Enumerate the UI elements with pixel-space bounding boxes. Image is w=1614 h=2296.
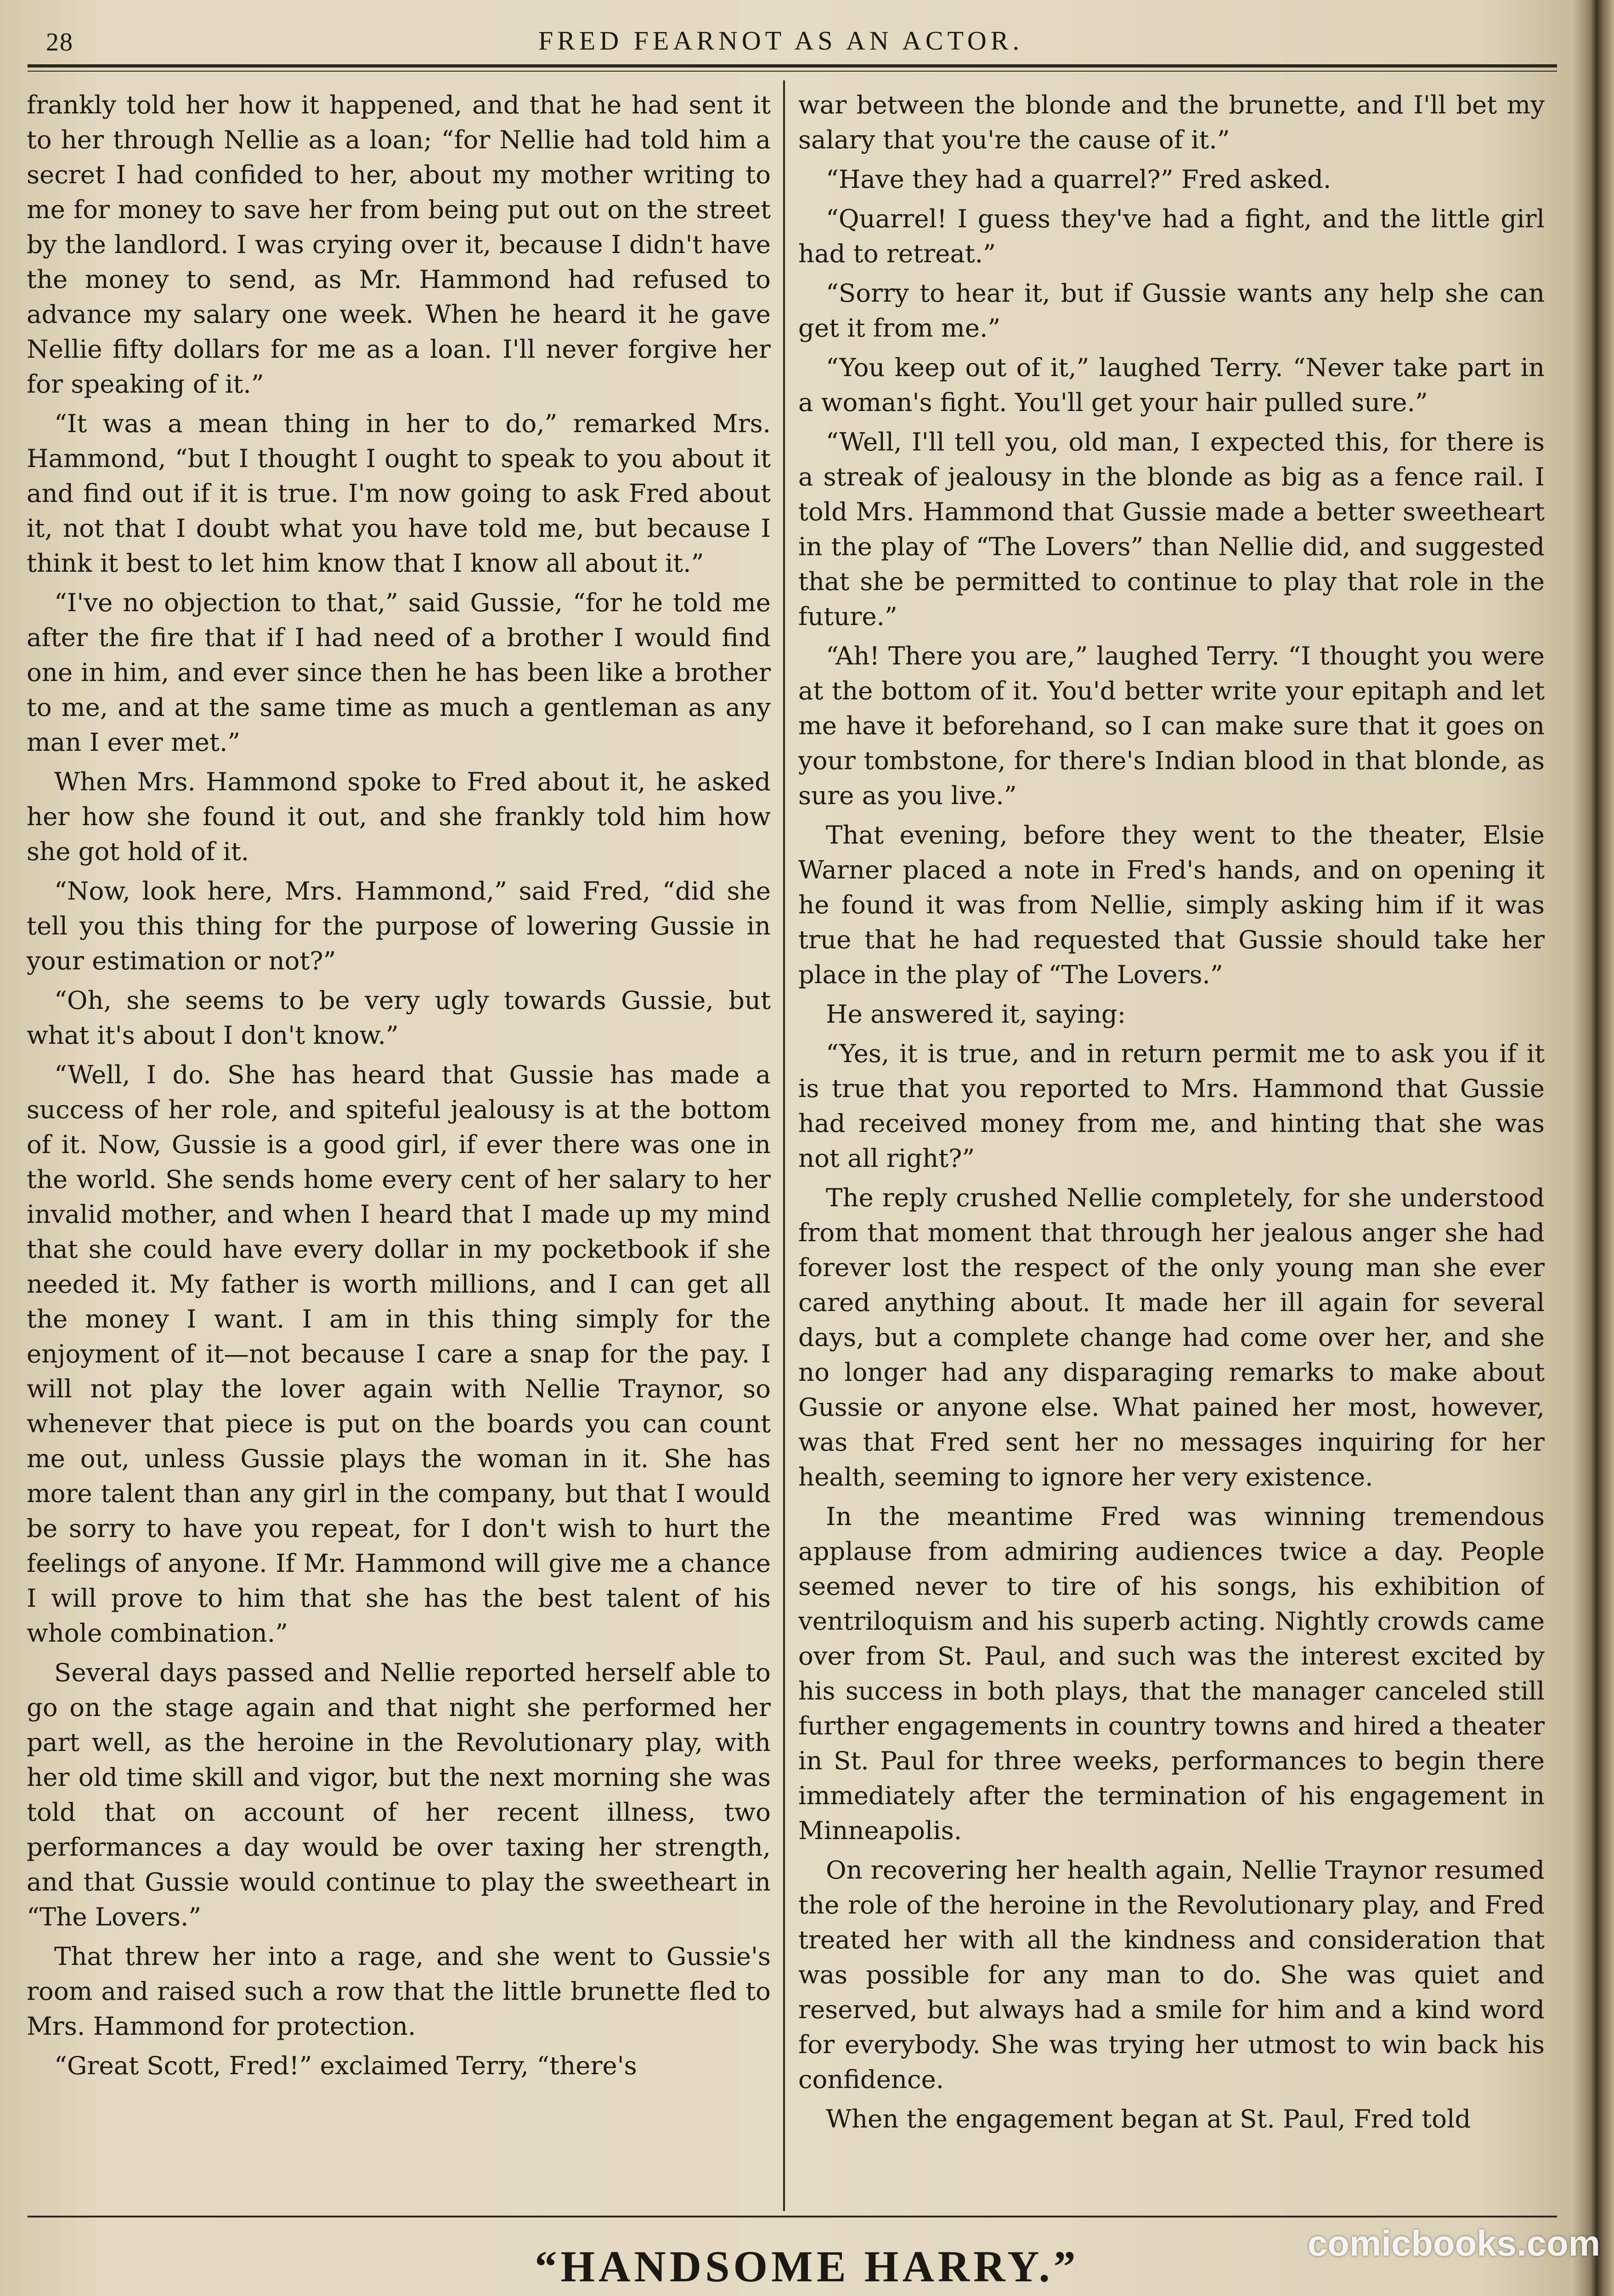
- paragraph: Several days passed and Nellie reported herself able to go on the stage again and that night she performed her part well, as the heroine in the Revolutionary play, with her old time skill and vigor, but the next morning she was told that on account of her recent illness, two performances a day would be over taxing her strength, and that Gussie would continue to play the sweetheart in “The Lovers.”: [27, 1658, 771, 1931]
- paragraph: “Oh, she seems to be very ugly towards Gussie, but what it's about I don't know.”: [27, 985, 771, 1050]
- paragraph: “It was a mean thing in her to do,” remarked Mrs. Hammond, “but I thought I ought to speak to you about it and find out if it is true. I'm now going to ask Fred about it, not that I doubt what you have told me, but because I think it best to let him know that I know all about it.”: [27, 409, 771, 578]
- right-text-column: [798, 87, 1545, 2209]
- watermark-logo: comicbooks.com: [1307, 2223, 1600, 2263]
- paragraph: “Have they had a quarrel?” Fred asked.: [826, 164, 1332, 194]
- paragraph: “Quarrel! I guess they've had a fight, and the little girl had to retreat.”: [798, 204, 1545, 268]
- paragraph: The reply crushed Nellie completely, for she understood from that moment that through her jealous anger she had forever lost the respect of the only young man she ever cared anything about. It made her ill again for several days, but a complete change had come over her, and she no longer had any disparaging remarks to make about Gussie or anyone else. What pained her most, however, was that Fred sent her no messages inquiring for her health, seeming to ignore her very existence.: [798, 1183, 1545, 1491]
- paragraph: “Great Scott, Fred!” exclaimed Terry, “there's: [54, 2051, 637, 2080]
- paragraph: He answered it, saying:: [826, 999, 1126, 1029]
- paragraph: On recovering her health again, Nellie Traynor resumed the role of the heroine in the Revolutionary play, and Fred treated her with all the kindness and consideration that was possible for any man to do. She was quiet and reserved, but always had a smile for him and a kind word for everybody. She was trying her utmost to win back his confidence.: [798, 1855, 1545, 2094]
- header-rule: [28, 64, 1557, 68]
- paragraph: When the engagement began at St. Paul, Fred told: [826, 2104, 1471, 2133]
- paragraph: “I've no objection to that,” said Gussie, “for he told me after the fire that if I had need of a brother I would find one in him, and ever since then he has been like a brother to me, and at the same time as much a gentleman as any man I ever met.”: [27, 588, 771, 757]
- column-divider: [783, 80, 785, 2211]
- paragraph: “Now, look here, Mrs. Hammond,” said Fred, “did she tell you this thing for the purpose of lowering Gussie in your estimation or not?”: [27, 876, 771, 975]
- left-text-column: [27, 87, 771, 2209]
- paragraph: In the meantime Fred was winning tremendous applause from admiring audiences twice a day. People seemed never to tire of his songs, his exhibition of ventriloquism and his superb acting. Nightly crowds came over from St. Paul, and such was the interest excited by his success in both plays, that the manager canceled still further engagements in country towns and hired a theater in St. Paul for three weeks, performances to begin there immediately after the termination of his engagement in Minneapolis.: [798, 1502, 1545, 1845]
- paragraph: “Sorry to hear it, but if Gussie wants any help she can get it from me.”: [798, 278, 1545, 343]
- paragraph: “Ah! There you are,” laughed Terry. “I thought you were at the bottom of it. You'd better write your epitaph and let me have it beforehand, so I can make sure that it goes on your tombstone, for there's Indian blood in that blonde, as sure as you live.”: [798, 641, 1545, 810]
- paragraph: frankly told her how it happened, and that he had sent it to her through Nellie as a loan; “for Nellie had told him a secret I had confided to her, about my mother writing to me for money to save her from being put out on the street by the landlord. I was crying over it, because I didn't have the money to send, as Mr. Hammond had refused to advance my salary one week. When he heard it he gave Nellie fifty dollars for me as a loan. I'll never forgive her for speaking of it.”: [27, 90, 771, 399]
- paragraph: “Well, I'll tell you, old man, I expected this, for there is a streak of jealousy in the blonde as big as a fence rail. I told Mrs. Hammond that Gussie made a better sweetheart in the play of “The Lovers” than Nellie did, and suggested that she be permitted to continue to play that role in the future.”: [798, 427, 1545, 631]
- page-number: 28: [46, 28, 73, 56]
- footer-title: “HANDSOME HARRY.”: [535, 2242, 1079, 2291]
- paragraph: “Yes, it is true, and in return permit me to ask you if it is true that you reported to Mrs. Hammond that Gussie had received money from me, and hinting that she was not all right?”: [798, 1039, 1545, 1173]
- paragraph: “Well, I do. She has heard that Gussie has made a success of her role, and spiteful jealousy is at the bottom of it. Now, Gussie is a good girl, if ever there was one in the world. She sends home every cent of her salary to her invalid mother, and when I heard that I made up my mind that she could have every dollar in my pocketbook if she needed it. My father is worth millions, and I can get all the money I want. I am in this thing simply for the enjoyment of it—not because I care a snap for the pay. I will not play the lover again with Nellie Traynor, so whenever that piece is put on the boards you can count me out, unless Gussie plays the woman in it. She has more talent than any girl in the company, but that I would be sorry to have you repeat, for I don't wish to hurt the feelings of anyone. If Mr. Hammond will give me a chance I will prove to him that she has the best talent of his whole combination.”: [27, 1060, 771, 1648]
- paragraph: war between the blonde and the brunette, and I'll bet my salary that you're the cause of it.”: [798, 90, 1545, 154]
- footer-rule: [28, 2216, 1557, 2217]
- running-title: FRED FEARNOT AS AN ACTOR.: [538, 26, 1023, 56]
- paragraph: That threw her into a rage, and she went to Gussie's room and raised such a row that the little brunette fled to Mrs. Hammond for protection.: [27, 1941, 771, 2041]
- page-binding-edge: [1571, 0, 1614, 2296]
- paragraph: “You keep out of it,” laughed Terry. “Never take part in a woman's fight. You'll get your hair pulled sure.”: [798, 353, 1545, 417]
- paragraph: When Mrs. Hammond spoke to Fred about it, he asked her how she found it out, and she frankly told him how she got hold of it.: [27, 767, 771, 866]
- paragraph: That evening, before they went to the theater, Elsie Warner placed a note in Fred's hands, and on opening it he found it was from Nellie, simply asking him if it was true that he had requested that Gussie should take her place in the play of “The Lovers.”: [798, 820, 1545, 989]
- header-rule-thin: [28, 71, 1557, 72]
